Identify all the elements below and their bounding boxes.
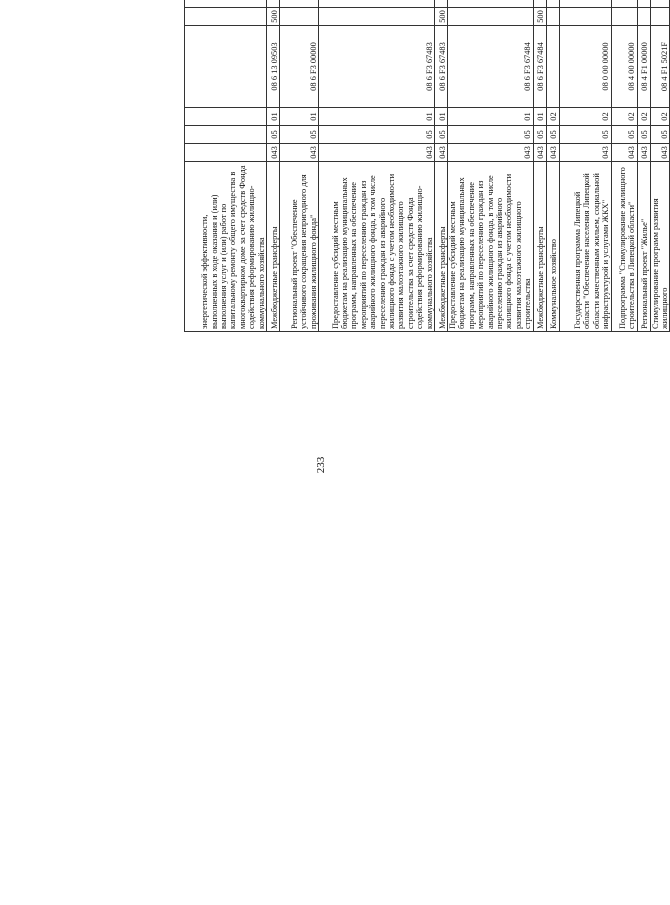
grbs-code: 043 [448,144,534,162]
grbs-code: 043 [650,144,670,162]
target-article-code: 08 4 00 00000 [611,26,637,108]
row-name: Межбюджетные трансферты [267,162,280,332]
expense-type-code: 500 [435,8,448,26]
table-row [319,0,435,332]
table-row [267,0,280,332]
row-name: Коммунальное хозяйство [546,162,559,332]
grbs-code: 043 [533,144,546,162]
target-article-code: 08 6 F3 67483 [435,26,448,108]
row-name: Стимулирование программ развития жилищного [650,162,670,332]
subsection-code [185,108,267,126]
amount-year-1 [611,0,637,8]
subsection-code: 01 [319,108,435,126]
target-article-code: 08 0 00 00000 [559,26,611,108]
budget-table [184,0,670,332]
section-code: 05 [546,126,559,144]
table-row [185,0,267,332]
amount-year-1 [546,0,559,8]
section-code: 05 [267,126,280,144]
amount-year-1 [650,0,670,8]
amount-year-1 [559,0,611,8]
budget-table-container [184,0,670,332]
row-name: Предоставление субсидий местным бюджетам на реализацию муниципальных программ, направленных на обеспечение мероприятий по переселению граждан из аварийного жилищного фонда, в том числе переселению граждан из аварийного жилищного фонда с учетом необходимости развития малоэтажного жилищного строительства [448,162,534,332]
subsection-code: 02 [546,108,559,126]
subsection-code: 01 [533,108,546,126]
target-article-code: 08 6 F3 00000 [280,26,319,108]
amount-year-1 [319,0,435,8]
grbs-code: 043 [319,144,435,162]
section-code: 05 [448,126,534,144]
subsection-code: 01 [448,108,534,126]
table-row [448,0,534,332]
expense-type-code [637,8,650,26]
subsection-code: 01 [435,108,448,126]
section-code: 05 [319,126,435,144]
row-name: Государственная программа Липецкой области "Обеспечение населения Липецкой области качественным жильем, социальной инфраструктурой и услугами ЖКХ" [559,162,611,332]
table-row [611,0,637,332]
section-code: 05 [637,126,650,144]
table-row [280,0,319,332]
table-row [533,0,546,332]
expense-type-code: 500 [533,8,546,26]
row-name: Межбюджетные трансферты [435,162,448,332]
expense-type-code [650,8,670,26]
expense-type-code [448,8,534,26]
row-name: Региональный проект "Обеспечение устойчивого сокращения непригодного для проживания жилищного фонда" [280,162,319,332]
grbs-code: 043 [611,144,637,162]
grbs-code: 043 [559,144,611,162]
target-article-code [185,26,267,108]
section-code: 05 [650,126,670,144]
target-article-code: 08 6 F3 67484 [533,26,546,108]
subsection-code: 02 [637,108,650,126]
target-article-code: 08 4 F1 5021F [650,26,670,108]
target-article-code [546,26,559,108]
table-row [650,0,670,332]
amount-year-1 [280,0,319,8]
grbs-code: 043 [435,144,448,162]
amount-year-1 [533,0,546,8]
expense-type-code [280,8,319,26]
expense-type-code [611,8,637,26]
expense-type-code: 500 [267,8,280,26]
section-code: 05 [280,126,319,144]
grbs-code [185,144,267,162]
expense-type-code [559,8,611,26]
subsection-code: 02 [611,108,637,126]
row-name: Предоставление субсидий местным бюджетам на реализацию муниципальных программ, направленных на обеспечение мероприятий по переселению граждан из аварийного жилищного фонда, в том числе переселению граждан из аварийного жилищного фонда с учетом необходимости развития малоэтажного жилищного строительства за счет средств Фонда содействия реформированию жилищно-коммунального хозяйства [319,162,435,332]
target-article-code: 08 4 F1 00000 [637,26,650,108]
subsection-code: 01 [267,108,280,126]
table-row [637,0,650,332]
row-name: Межбюджетные трансферты [533,162,546,332]
expense-type-code [185,8,267,26]
target-article-code: 08 6 13 09503 [267,26,280,108]
amount-year-1 [267,0,280,8]
amount-year-1 [435,0,448,8]
row-name: Подпрограмма "Стимулирование жилищного строительства в Липецкой области" [611,162,637,332]
table-row [435,0,448,332]
row-name: Региональный проект "Жилье" [637,162,650,332]
page-number: 233 [315,456,327,474]
grbs-code: 043 [637,144,650,162]
section-code [185,126,267,144]
section-code: 05 [533,126,546,144]
grbs-code: 043 [546,144,559,162]
amount-year-1 [185,0,267,8]
target-article-code: 08 6 F3 67484 [448,26,534,108]
target-article-code: 08 6 F3 67483 [319,26,435,108]
section-code: 05 [611,126,637,144]
table-row [546,0,559,332]
section-code: 05 [435,126,448,144]
table-row [559,0,611,332]
expense-type-code [319,8,435,26]
subsection-code: 01 [280,108,319,126]
grbs-code: 043 [267,144,280,162]
expense-type-code [546,8,559,26]
amount-year-1 [448,0,534,8]
grbs-code: 043 [280,144,319,162]
subsection-code: 02 [650,108,670,126]
section-code: 05 [559,126,611,144]
row-name: энергетической эффективности, выполненных в ходе оказания и (или) выполнения услуг и (или) работ по капитальному ремонту общего имущества в многоквартирном доме за счет средств Фонда содействия реформированию жилищно-коммунального хозяйства [185,162,267,332]
amount-year-1 [637,0,650,8]
table-body [185,0,670,332]
subsection-code: 02 [559,108,611,126]
